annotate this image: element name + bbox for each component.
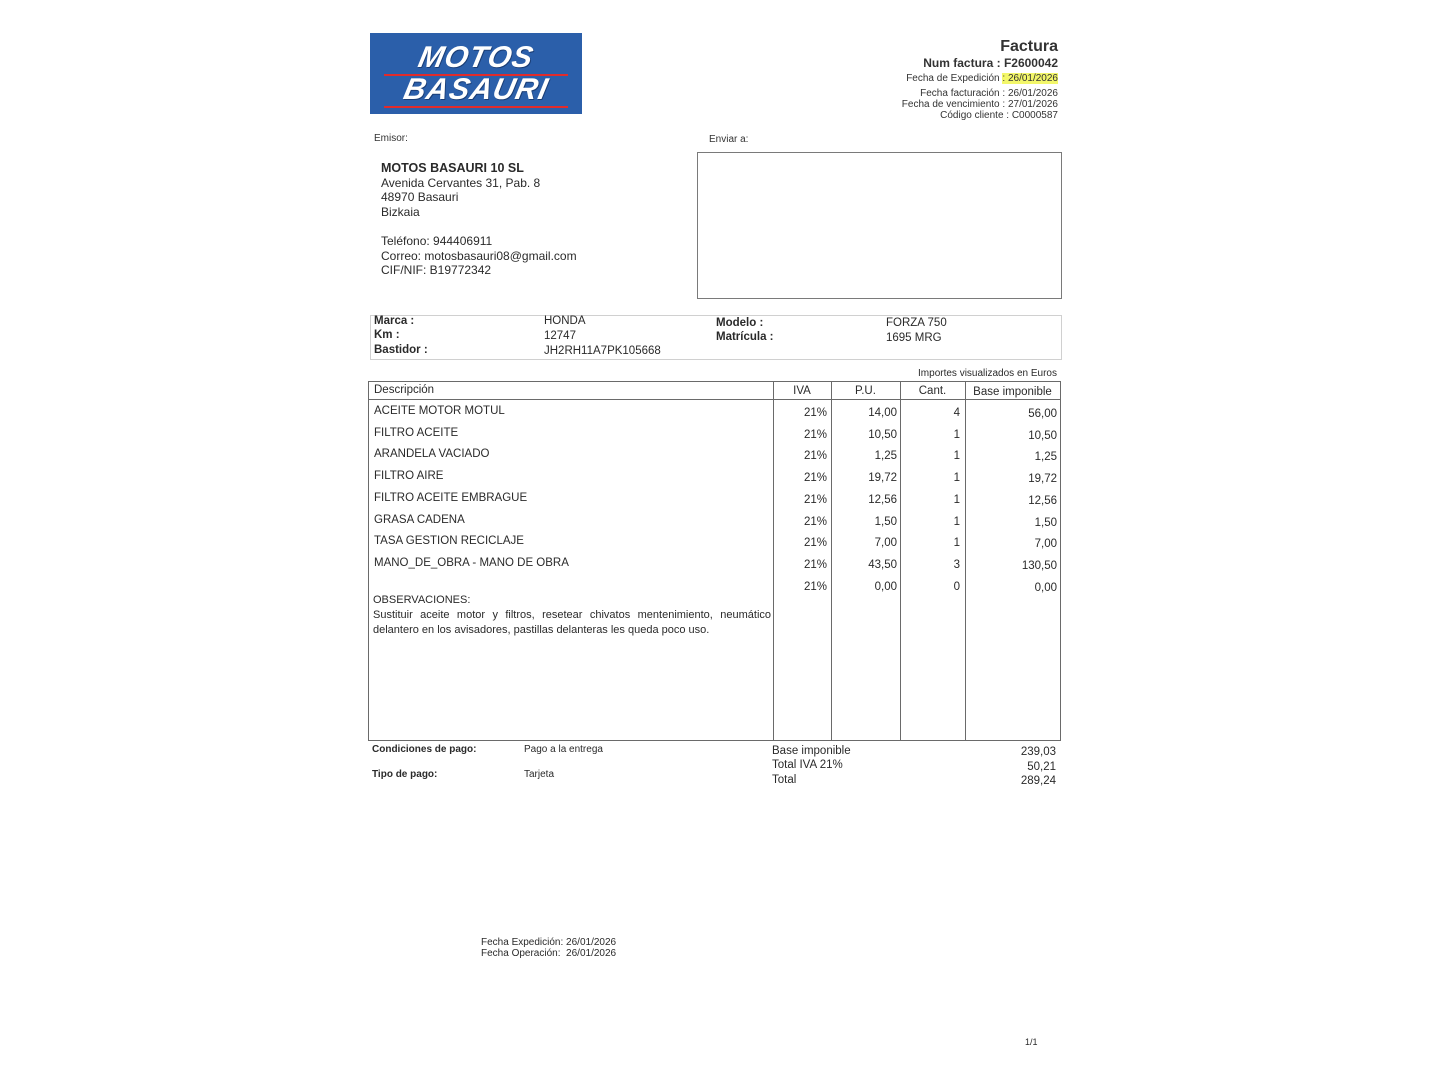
row-quantity: 3 [953,558,960,571]
footer-issue-date: Fecha Expedición: 26/01/2026 [481,937,617,948]
row-iva: 21% [803,537,827,550]
ship-to-box [697,152,1062,299]
model-label: Modelo : [716,317,764,329]
row-description: MANO_DE_OBRA - MANO DE OBRA [374,556,569,569]
payment-type-label: Tipo de pago: [372,769,438,780]
row-iva: 21% [803,558,827,571]
row-taxable-base: 10,50 [1028,429,1057,442]
row-taxable-base: 1,25 [1034,451,1057,464]
row-taxable-base: 19,72 [1028,473,1057,486]
issue-date-value: : 26/01/2026 [1002,73,1058,84]
invoice-title: Factura [1000,38,1058,55]
row-quantity: 1 [953,493,960,506]
row-iva: 21% [803,450,827,463]
brand-value: HONDA [544,315,586,327]
subtotal-label: Base imponible [772,745,851,757]
client-code: Código cliente : C0000587 [940,110,1058,121]
vat-total-value: 50,21 [1027,761,1056,773]
issuer-phone: Teléfono: 944406911 [381,233,493,248]
issue-date-label: Fecha de Expedición [906,73,1000,84]
payment-type-value: Tarjeta [524,769,555,780]
issuer-label: Emisor: [374,133,408,144]
grand-total-value: 289,24 [1020,775,1056,787]
issuer-address-line: Bizkaia [381,204,420,219]
logo-text-line1: MOTOS [415,41,537,74]
row-iva: 21% [803,493,827,506]
footer-operation-date: Fecha Operación: 26/01/2026 [481,948,617,959]
grand-total-label: Total [772,774,797,786]
row-description: TASA GESTION RECICLAJE [374,535,524,548]
header-quantity: Cant. [918,385,947,397]
observations-text: Sustituir aceite motor y filtros, resetear chivatos mentenimiento, neumático delantero en los avisadores, pastillas delanteras les queda poco uso. [373,609,771,636]
logo-text-line2: BASAURI [400,73,552,106]
header-iva: IVA [793,385,811,397]
ship-to-label: Enviar a: [709,134,749,145]
row-quantity: 1 [953,428,960,441]
row-description: ACEITE MOTOR MOTUL [374,405,505,417]
header-unit-price: P.U. [855,385,876,397]
row-description: ARANDELA VACIADO [374,448,490,461]
subtotal-value: 239,03 [1020,746,1056,758]
row-unit-price: 12,56 [868,493,897,506]
company-logo [370,33,582,114]
chassis-label: Bastidor : [374,344,428,356]
issuer-address-line: Avenida Cervantes 31, Pab. 8 [381,175,541,190]
row-description: GRASA CADENA [374,513,465,526]
row-iva: 21% [803,580,827,593]
row-taxable-base: 1,50 [1034,516,1057,529]
payment-conditions-value: Pago a la entrega [524,744,603,755]
row-description: FILTRO ACEITE EMBRAGUE [374,491,528,504]
row-unit-price: 19,72 [868,472,897,485]
header-description: Descripción [374,384,435,396]
km-label: Km : [374,329,400,341]
plate-value: 1695 MRG [886,332,942,344]
row-taxable-base: 7,00 [1034,538,1057,551]
issue-date [906,73,1058,84]
row-unit-price: 14,00 [868,407,897,419]
issuer-cif: CIF/NIF: B19772342 [381,263,492,278]
row-iva: 21% [803,515,827,528]
row-taxable-base: 12,56 [1028,494,1057,507]
billing-date: Fecha facturación : 26/01/2026 [920,88,1058,99]
vat-total-label: Total IVA 21% [772,759,843,771]
payment-conditions-label: Condiciones de pago: [372,744,477,755]
currency-note: Importes visualizados en Euros [918,368,1057,379]
row-taxable-base: 56,00 [1028,408,1057,420]
invoice-number-value: F2600042 [1003,56,1058,70]
row-unit-price: 7,00 [874,537,897,550]
km-value: 12747 [544,330,576,342]
brand-label: Marca : [374,315,415,327]
items-table [368,381,1061,741]
row-iva: 21% [803,407,827,419]
table-header-divider [369,399,1060,400]
observations-label: OBSERVACIONES: [373,594,471,606]
row-quantity: 1 [953,450,960,463]
plate-label: Matrícula : [716,331,774,343]
row-quantity: 4 [953,407,960,419]
issuer-name: MOTOS BASAURI 10 SL [381,161,524,175]
row-description: FILTRO AIRE [374,470,444,483]
issuer-address-line: 48970 Basauri [381,190,459,205]
issuer-block [381,161,577,278]
invoice-number [923,56,1058,70]
row-quantity: 1 [953,472,960,485]
row-taxable-base: 0,00 [1034,581,1057,594]
row-unit-price: 0,00 [874,580,897,593]
row-taxable-base: 130,50 [1021,559,1057,572]
row-unit-price: 43,50 [868,558,897,571]
row-unit-price: 10,50 [868,428,897,441]
row-unit-price: 1,25 [874,450,897,463]
row-description: FILTRO ACEITE [374,426,459,439]
page-number: 1/1 [1025,1037,1038,1047]
issuer-email: Correo: motosbasauri08@gmail.com [381,248,577,263]
due-date: Fecha de vencimiento : 27/01/2026 [901,99,1058,110]
row-iva: 21% [803,472,827,485]
header-taxable-base: Base imponible [973,386,1052,398]
chassis-value: JH2RH11A7PK105668 [544,345,661,357]
row-iva: 21% [803,428,827,441]
model-value: FORZA 750 [886,317,947,329]
row-quantity: 1 [953,515,960,528]
row-quantity: 0 [953,580,960,593]
row-unit-price: 1,50 [874,515,897,528]
invoice-number-label: Num factura : [923,56,1001,70]
row-quantity: 1 [953,537,960,550]
